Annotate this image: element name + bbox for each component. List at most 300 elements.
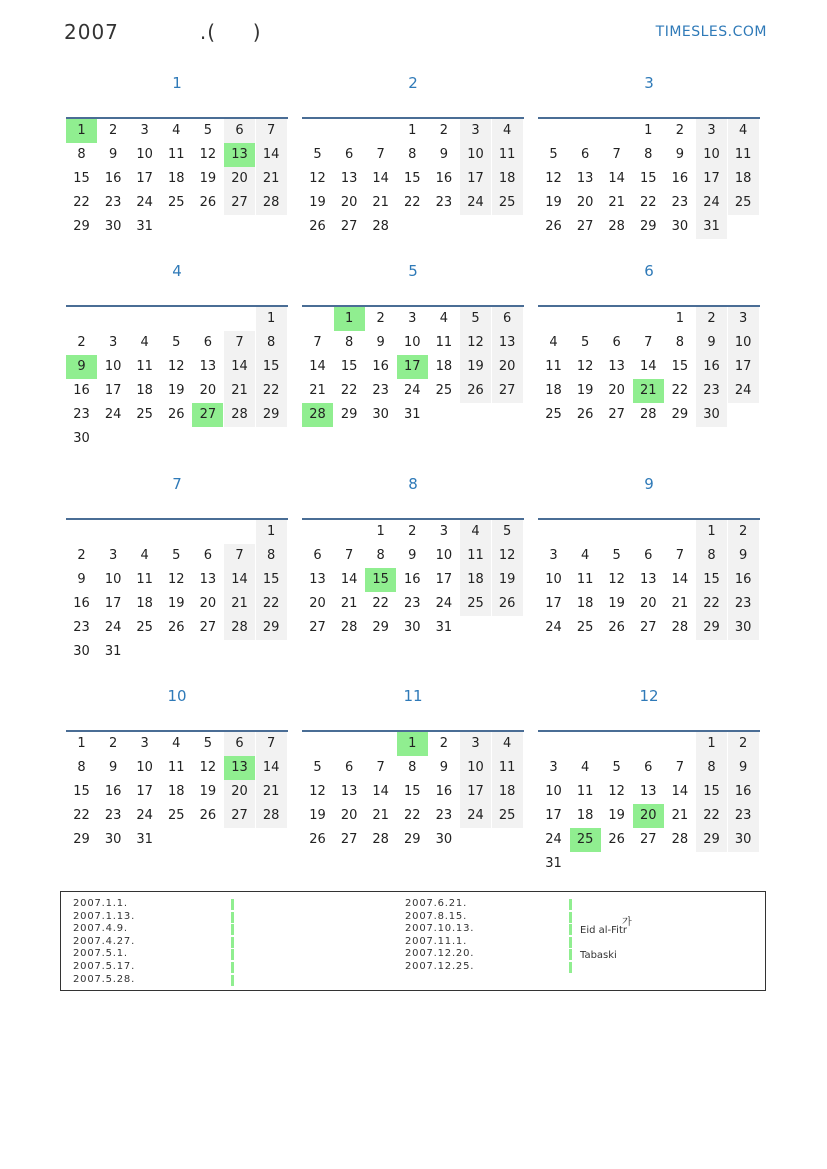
day-cell: 25 — [492, 191, 523, 215]
day-cell: 20 — [199, 596, 217, 611]
day-cell: 5 — [580, 335, 590, 350]
day-cell: 11 — [492, 143, 523, 167]
day-cell: 25 — [728, 191, 759, 215]
day-cell: 4 — [140, 548, 149, 563]
day-cell: 26 — [199, 195, 217, 210]
day-cell: 4 — [728, 119, 759, 143]
day-cell: 21 — [671, 596, 689, 611]
day-cell: 6 — [344, 760, 354, 775]
day-cell: 12 — [576, 359, 594, 374]
day-cell: 21 — [372, 195, 389, 210]
day-cell: 9 — [108, 760, 118, 775]
day-cell: 12 — [309, 171, 326, 186]
day-cell: 16 — [73, 596, 90, 611]
legend-date: 2007.5.17. — [73, 961, 136, 972]
day-cell: 5 — [172, 335, 181, 350]
day-cell: 28 — [608, 219, 625, 234]
day-cell: 20 — [576, 195, 594, 210]
day-cell: 16 — [671, 171, 689, 186]
day-cell: 27 — [340, 219, 358, 234]
day-cell: 10 — [460, 143, 491, 167]
legend-color-bar — [231, 975, 234, 986]
day-cell: 15 — [671, 359, 689, 374]
day-cell: 14 — [309, 359, 326, 374]
day-cell: 15 — [404, 784, 421, 799]
day-cell: 1 — [77, 736, 86, 751]
holiday-day-cell: 9 — [66, 355, 97, 379]
day-cell: 3 — [108, 548, 118, 563]
day-cell: 19 — [309, 195, 326, 210]
day-cell: 4 — [549, 335, 558, 350]
day-cell: 4 — [172, 123, 181, 138]
day-cell: 3 — [140, 736, 149, 751]
day-cell: 2 — [77, 548, 86, 563]
day-cell: 28 — [372, 219, 389, 234]
day-cell: 24 — [696, 191, 727, 215]
legend-color-bar — [569, 912, 572, 923]
holiday-day-cell: 15 — [365, 568, 396, 592]
day-cell: 13 — [340, 784, 358, 799]
day-cell: 8 — [644, 147, 653, 162]
day-cell: 24 — [545, 832, 562, 847]
day-cell: 25 — [576, 620, 594, 635]
day-cell: 31 — [104, 644, 122, 659]
day-cell: 12 — [199, 760, 217, 775]
day-cell: 18 — [136, 383, 153, 398]
day-cell: 20 — [640, 596, 657, 611]
day-cell: 16 — [404, 572, 421, 587]
day-cell: 24 — [404, 383, 421, 398]
day-cell: 6 — [644, 548, 653, 563]
day-cell: 7 — [224, 331, 255, 355]
legend-holiday-name: Tabaski — [580, 950, 617, 962]
day-cell: 11 — [728, 143, 759, 167]
day-cell: 29 — [340, 407, 358, 422]
day-cell: 15 — [696, 780, 727, 804]
day-cell: 27 — [309, 620, 326, 635]
day-cell: 31 — [136, 219, 153, 234]
day-cell: 4 — [492, 119, 523, 143]
day-cell: 16 — [372, 359, 389, 374]
day-cell: 6 — [224, 119, 255, 143]
day-cell: 30 — [104, 832, 122, 847]
day-cell: 13 — [608, 359, 625, 374]
day-cell: 10 — [460, 756, 491, 780]
month-title: 2 — [408, 74, 418, 92]
day-cell: 8 — [696, 544, 727, 568]
day-cell: 13 — [492, 331, 523, 355]
day-cell: 29 — [372, 620, 389, 635]
day-cell: 12 — [168, 572, 185, 587]
day-cell: 25 — [168, 195, 185, 210]
day-cell: 29 — [73, 832, 90, 847]
day-cell: 26 — [460, 379, 491, 403]
day-cell: 23 — [73, 407, 90, 422]
day-cell: 18 — [492, 780, 523, 804]
day-cell: 26 — [309, 832, 326, 847]
legend-color-bar — [231, 937, 234, 948]
day-cell: 8 — [77, 760, 86, 775]
day-cell: 2 — [696, 307, 727, 331]
day-cell: 28 — [671, 832, 689, 847]
day-cell: 19 — [608, 596, 625, 611]
month-title: 5 — [408, 262, 418, 280]
month-title: 4 — [172, 262, 182, 280]
day-cell: 26 — [309, 219, 326, 234]
legend-date: 2007.4.27. — [73, 935, 136, 947]
day-cell: 24 — [136, 808, 153, 823]
day-cell: 5 — [612, 760, 621, 775]
day-cell: 14 — [608, 171, 625, 186]
day-cell: 24 — [104, 407, 122, 422]
day-cell: 28 — [224, 403, 255, 427]
day-cell: 1 — [256, 307, 287, 331]
day-cell: 24 — [104, 620, 122, 635]
month-title: 10 — [167, 687, 187, 705]
day-cell: 5 — [172, 548, 181, 563]
legend-color-bar — [569, 962, 572, 973]
day-cell: 17 — [545, 596, 562, 611]
day-cell: 2 — [675, 123, 685, 138]
legend-date: 2007.1.13. — [73, 910, 136, 922]
day-cell: 30 — [404, 620, 421, 635]
month-9 — [538, 471, 760, 635]
month-7 — [66, 471, 288, 659]
day-cell: 17 — [104, 596, 122, 611]
day-cell: 25 — [168, 808, 185, 823]
day-cell: 18 — [576, 808, 594, 823]
month-title: 6 — [644, 262, 654, 280]
day-cell: 4 — [172, 736, 181, 751]
day-cell: 16 — [728, 568, 759, 592]
day-cell: 19 — [168, 596, 185, 611]
day-cell: 7 — [644, 335, 653, 350]
day-cell: 15 — [640, 171, 657, 186]
day-cell: 4 — [140, 335, 149, 350]
day-cell: 6 — [224, 732, 255, 756]
legend-date: 2007.6.21. — [405, 898, 468, 909]
day-cell: 13 — [576, 171, 594, 186]
holiday-day-cell: 17 — [397, 355, 428, 379]
day-cell: 20 — [340, 195, 358, 210]
day-cell: 29 — [671, 407, 689, 422]
month-11 — [302, 683, 524, 847]
day-cell: 22 — [640, 195, 657, 210]
holiday-day-cell: 28 — [302, 403, 333, 427]
day-cell: 22 — [696, 592, 727, 616]
day-cell: 8 — [696, 756, 727, 780]
day-cell: 8 — [675, 335, 685, 350]
month-2 — [302, 70, 524, 234]
legend-date: 2007.11.1. — [405, 935, 468, 947]
day-cell: 2 — [108, 736, 118, 751]
day-cell: 9 — [108, 147, 118, 162]
day-cell: 9 — [77, 572, 86, 587]
day-cell: 16 — [728, 780, 759, 804]
day-cell: 12 — [608, 784, 625, 799]
day-cell: 18 — [168, 171, 185, 186]
day-cell: 29 — [256, 403, 287, 427]
day-cell: 2 — [108, 123, 118, 138]
day-cell: 29 — [696, 828, 727, 852]
day-cell: 9 — [696, 331, 727, 355]
day-cell: 21 — [256, 167, 287, 191]
day-cell: 20 — [224, 780, 255, 804]
day-cell: 18 — [435, 359, 453, 374]
day-cell: 10 — [696, 143, 727, 167]
day-cell: 12 — [545, 171, 562, 186]
day-cell: 13 — [199, 359, 217, 374]
day-cell: 29 — [256, 616, 287, 640]
day-cell: 18 — [460, 568, 491, 592]
day-cell: 10 — [104, 572, 122, 587]
day-cell: 19 — [199, 784, 217, 799]
day-cell: 4 — [492, 732, 523, 756]
day-cell: 31 — [136, 832, 153, 847]
day-cell: 24 — [545, 620, 562, 635]
holiday-day-cell: 13 — [224, 756, 255, 780]
day-cell: 1 — [408, 123, 417, 138]
day-cell: 8 — [376, 548, 385, 563]
day-cell: 15 — [256, 355, 287, 379]
day-cell: 19 — [309, 808, 326, 823]
legend-color-bar — [569, 924, 572, 935]
day-cell: 6 — [203, 335, 213, 350]
legend-color-bar — [231, 924, 234, 935]
legend-date: 2007.5.28. — [73, 973, 136, 985]
day-cell: 9 — [675, 147, 685, 162]
day-cell: 4 — [580, 760, 590, 775]
day-cell: 8 — [256, 544, 287, 568]
day-cell: 16 — [104, 171, 122, 186]
day-cell: 19 — [545, 195, 562, 210]
day-cell: 9 — [728, 756, 759, 780]
day-cell: 5 — [549, 147, 558, 162]
day-cell: 7 — [256, 732, 287, 756]
day-cell: 12 — [199, 147, 217, 162]
day-cell: 21 — [671, 808, 689, 823]
day-cell: 26 — [576, 407, 594, 422]
day-cell: 14 — [671, 572, 689, 587]
day-cell: 21 — [372, 808, 389, 823]
day-cell: 17 — [460, 780, 491, 804]
day-cell: 6 — [492, 307, 523, 331]
month-6 — [538, 258, 760, 422]
day-cell: 3 — [108, 335, 118, 350]
day-cell: 6 — [313, 548, 322, 563]
day-cell: 1 — [696, 732, 727, 756]
day-cell: 23 — [728, 592, 759, 616]
day-cell: 1 — [256, 520, 287, 544]
day-cell: 12 — [460, 331, 491, 355]
day-cell: 25 — [545, 407, 562, 422]
day-cell: 30 — [671, 219, 689, 234]
legend-date: 2007.4.9. — [73, 923, 128, 935]
month-title: 12 — [639, 687, 659, 705]
day-cell: 27 — [640, 620, 657, 635]
day-cell: 14 — [640, 359, 657, 374]
day-cell: 23 — [728, 804, 759, 828]
legend-color-bar — [569, 899, 572, 910]
day-cell: 20 — [492, 355, 523, 379]
day-cell: 29 — [73, 219, 90, 234]
day-cell: 5 — [203, 736, 213, 751]
day-cell: 7 — [256, 119, 287, 143]
day-cell: 10 — [728, 331, 759, 355]
month-10 — [66, 683, 288, 847]
day-cell: 3 — [728, 307, 759, 331]
day-cell: 17 — [136, 784, 153, 799]
day-cell: 26 — [168, 407, 185, 422]
holiday-day-cell: 1 — [334, 307, 365, 331]
holiday-day-cell: 27 — [192, 403, 223, 427]
day-cell: 16 — [696, 355, 727, 379]
day-cell: 11 — [576, 784, 594, 799]
day-cell: 10 — [545, 572, 562, 587]
day-cell: 5 — [313, 760, 322, 775]
day-cell: 2 — [439, 123, 449, 138]
day-cell: 22 — [73, 195, 90, 210]
day-cell: 8 — [408, 147, 417, 162]
day-cell: 23 — [104, 808, 122, 823]
day-cell: 27 — [340, 832, 358, 847]
month-1 — [66, 70, 288, 234]
day-cell: 16 — [435, 784, 453, 799]
day-cell: 19 — [460, 355, 491, 379]
day-cell: 30 — [696, 403, 727, 427]
day-cell: 22 — [372, 596, 389, 611]
legend-color-bar — [231, 912, 234, 923]
day-cell: 22 — [73, 808, 90, 823]
day-cell: 5 — [203, 123, 213, 138]
day-cell: 31 — [404, 407, 421, 422]
day-cell: 23 — [435, 195, 453, 210]
day-cell: 15 — [404, 171, 421, 186]
day-cell: 5 — [492, 520, 523, 544]
day-cell: 13 — [640, 784, 657, 799]
day-cell: 1 — [644, 123, 653, 138]
day-cell: 18 — [545, 383, 562, 398]
day-cell: 23 — [104, 195, 122, 210]
day-cell: 15 — [340, 359, 358, 374]
month-title: 8 — [408, 475, 418, 493]
day-cell: 18 — [492, 167, 523, 191]
day-cell: 2 — [376, 311, 385, 326]
day-cell: 17 — [728, 355, 759, 379]
day-cell: 6 — [203, 548, 213, 563]
day-cell: 9 — [376, 335, 385, 350]
day-cell: 15 — [73, 784, 90, 799]
day-cell: 3 — [549, 760, 558, 775]
day-cell: 24 — [136, 195, 153, 210]
day-cell: 8 — [256, 331, 287, 355]
day-cell: 7 — [313, 335, 322, 350]
day-cell: 13 — [199, 572, 217, 587]
month-3 — [538, 70, 760, 234]
legend-holiday-name: Eid al-Fitr — [580, 925, 627, 937]
holiday-day-cell: 20 — [633, 804, 664, 828]
day-cell: 14 — [224, 355, 255, 379]
brand-logo-text[interactable]: TIMESLES.COM — [655, 24, 767, 40]
day-cell: 7 — [675, 548, 685, 563]
day-cell: 4 — [580, 548, 590, 563]
month-title: 1 — [172, 74, 182, 92]
month-title: 11 — [403, 687, 423, 705]
day-cell: 21 — [309, 383, 326, 398]
day-cell: 11 — [576, 572, 594, 587]
day-cell: 28 — [224, 616, 255, 640]
day-cell: 30 — [728, 616, 759, 640]
day-cell: 23 — [696, 379, 727, 403]
legend-date: 2007.1.1. — [73, 898, 128, 909]
day-cell: 13 — [340, 171, 358, 186]
day-cell: 31 — [696, 215, 727, 239]
day-cell: 19 — [492, 568, 523, 592]
day-cell: 5 — [313, 147, 322, 162]
day-cell: 24 — [460, 804, 491, 828]
day-cell: 10 — [435, 548, 453, 563]
day-cell: 7 — [675, 760, 685, 775]
day-cell: 17 — [545, 808, 562, 823]
day-cell: 18 — [136, 596, 153, 611]
day-cell: 14 — [340, 572, 358, 587]
day-cell: 8 — [77, 147, 86, 162]
day-cell: 31 — [545, 856, 562, 871]
day-cell: 17 — [104, 383, 122, 398]
day-cell: 7 — [612, 147, 621, 162]
day-cell: 13 — [640, 572, 657, 587]
day-cell: 22 — [671, 383, 689, 398]
day-cell: 18 — [728, 167, 759, 191]
holiday-day-cell: 1 — [397, 732, 428, 756]
day-cell: 11 — [136, 359, 153, 374]
day-cell: 10 — [136, 760, 153, 775]
day-cell: 25 — [492, 804, 523, 828]
day-cell: 11 — [435, 335, 453, 350]
day-cell: 15 — [256, 568, 287, 592]
day-cell: 5 — [612, 548, 621, 563]
day-cell: 13 — [309, 572, 326, 587]
day-cell: 11 — [168, 147, 185, 162]
day-cell: 7 — [224, 544, 255, 568]
day-cell: 6 — [644, 760, 653, 775]
day-cell: 26 — [608, 620, 625, 635]
day-cell: 1 — [376, 524, 385, 539]
holiday-day-cell: 25 — [570, 828, 601, 852]
day-cell: 27 — [492, 379, 523, 403]
day-cell: 2 — [77, 335, 86, 350]
day-cell: 28 — [372, 832, 389, 847]
day-cell: 11 — [492, 756, 523, 780]
day-cell: 21 — [340, 596, 358, 611]
day-cell: 16 — [104, 784, 122, 799]
day-cell: 12 — [492, 544, 523, 568]
day-cell: 22 — [340, 383, 358, 398]
day-cell: 14 — [224, 568, 255, 592]
legend-date: 2007.5.1. — [73, 948, 128, 960]
day-cell: 23 — [372, 383, 389, 398]
day-cell: 28 — [671, 620, 689, 635]
day-cell: 29 — [404, 832, 421, 847]
day-cell: 6 — [580, 147, 590, 162]
day-cell: 23 — [73, 620, 90, 635]
day-cell: 16 — [73, 383, 90, 398]
day-cell: 21 — [608, 195, 625, 210]
day-cell: 26 — [199, 808, 217, 823]
day-cell: 14 — [372, 784, 389, 799]
day-cell: 12 — [168, 359, 185, 374]
day-cell: 20 — [224, 167, 255, 191]
